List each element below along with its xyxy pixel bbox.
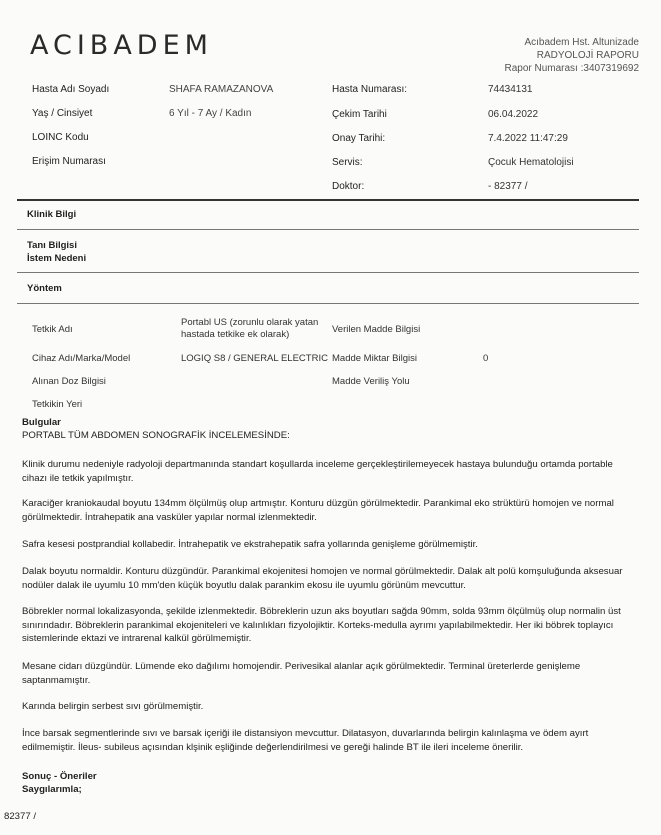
approval-date-value: 7.4.2022 11:47:29 — [488, 133, 568, 144]
service-value: Çocuk Hematolojisi — [488, 157, 574, 168]
findings-paragraph: Klinik durumu nedeniyle radyoloji departmanında standart koşullarda inceleme gerçekleştirilemeyecek hastaya bulunduğu ortamda portable cihazı ile tetkik yapılmıştır. — [22, 459, 613, 484]
doctor-value: - 82377 / — [488, 181, 528, 192]
divider — [17, 272, 639, 273]
given-substance-label: Verilen Madde Bilgisi — [332, 324, 421, 335]
patient-number-value: 74434131 — [488, 84, 533, 95]
findings-paragraph: Mesane cidarı düzgündür. Lümende eko dağılımı homojendir. Perivesikal alanlar açık görülmektedir. Terminal üreterlerde genişleme saptanmamıştır. — [22, 661, 581, 686]
hospital-name: Acıbadem Hst. Altunizade — [524, 37, 639, 48]
approval-date-label: Onay Tarihi: — [332, 133, 386, 144]
findings-paragraph: İnce barsak segmentlerinde sıvı ve barsak içeriği ile distansiyon mevcuttur. Dilatasyon, duvarlarında belirgin kalınlaşma ve ödem ayırt edilmemiştir. İleus- subileus açısından klşinik eşliğinde değerlendirilmesi ve gereği halinde BT ile ileri inceleme önerilir. — [22, 728, 589, 753]
patient-name-label: Hasta Adı Soyadı — [32, 84, 110, 95]
regards-text: Saygılarımla; — [22, 784, 82, 795]
doctor-label: Doktor: — [332, 181, 365, 192]
findings-paragraph: Karaciğer kraniokaudal boyutu 134mm ölçülmüş olup artmıştır. Konturu düzgün görülmektedir. Parankimal eko strüktürü homojen ve normal görülmektedir. İntrahepatik ana vasküler yapılar normal izlenmektedir. — [22, 498, 614, 523]
clinical-info-heading: Klinik Bilgi — [27, 209, 77, 220]
exam-name-value: Portabl US (zorunlu olarak yatan hastada tetkike ek olarak) — [181, 317, 319, 340]
doctor-code: 82377 / — [4, 811, 37, 822]
substance-route-label: Madde Veriliş Yolu — [332, 376, 410, 387]
device-label: Cihaz Adı/Marka/Model — [32, 353, 131, 364]
request-reason-heading: İstem Nedeni — [27, 253, 87, 264]
loinc-label: LOINC Kodu — [32, 132, 89, 143]
findings-paragraph: Böbrekler normal lokalizasyonda, şekilde izlenmektedir. Böbreklerin uzun aks boyutları sağda 90mm, solda 93mm ölçülmüş olup normalin üst sınırındadır. Böbreklerin parankimal ekojeniteleri ve kalınlıkları fizyolojiktir. Korteks-medulla ayrımı yapılabilmektedir. Her iki böbrek toplayıcı sistemlerinde ektazi ve intrarenal kalkül görülmemiştir. — [22, 606, 621, 644]
patient-name-value: SHAFA RAMAZANOVA — [169, 84, 274, 95]
findings-paragraph: Karında belirgin serbest sıvı görülmemiştir. — [22, 701, 204, 712]
exam-place-label: Tetkikin Yeri — [32, 399, 83, 410]
device-value: LOGIQ S8 / GENERAL ELECTRIC — [181, 353, 328, 364]
findings-paragraph: Safra kesesi postprandial kollabedir. İntrahepatik ve ekstrahepatik safra yollarında genişleme görülmemiştir. — [22, 539, 478, 550]
divider — [17, 303, 639, 304]
dose-label: Alınan Doz Bilgisi — [32, 376, 106, 387]
exam-name-label: Tetkik Adı — [32, 324, 73, 335]
substance-amount-value: 0 — [483, 353, 489, 364]
report-header-info — [504, 36, 639, 75]
age-gender-value: 6 Yıl - 7 Ay / Kadın — [169, 108, 252, 119]
diagnosis-heading: Tanı Bilgisi — [27, 240, 77, 251]
shoot-date-label: Çekim Tarihi — [332, 109, 387, 120]
age-gender-label: Yaş / Cinsiyet — [32, 108, 93, 119]
access-number-label: Erişim Numarası — [32, 156, 106, 167]
divider — [17, 199, 639, 201]
acibadem-logo: ACIBADEM — [30, 30, 213, 61]
patient-number-label: Hasta Numarası: — [332, 84, 408, 95]
divider — [17, 229, 639, 230]
substance-amount-label: Madde Miktar Bilgisi — [332, 353, 417, 364]
method-heading: Yöntem — [27, 283, 62, 294]
conclusion-heading: Sonuç - Öneriler — [22, 771, 97, 782]
shoot-date-value: 06.04.2022 — [488, 109, 539, 120]
report-type: RADYOLOJİ RAPORU — [536, 50, 639, 61]
findings-heading: Bulgular — [22, 417, 61, 428]
service-label: Servis: — [332, 157, 363, 168]
findings-subtitle: PORTABL TÜM ABDOMEN SONOGRAFİK İNCELEMESİNDE: — [22, 430, 290, 441]
report-number: Rapor Numarası :3407319692 — [504, 63, 639, 74]
findings-paragraph: Dalak boyutu normaldir. Konturu düzgündür. Parankimal ekojenitesi homojen ve normal görülmektedir. Dalak alt polü komşuluğunda aksesuar nodüler dalak ile uyumlu 10 mm'den küçük boyutlu dalak parankim ekosu ile uyumlu görünüm mevcuttur. — [22, 566, 623, 591]
